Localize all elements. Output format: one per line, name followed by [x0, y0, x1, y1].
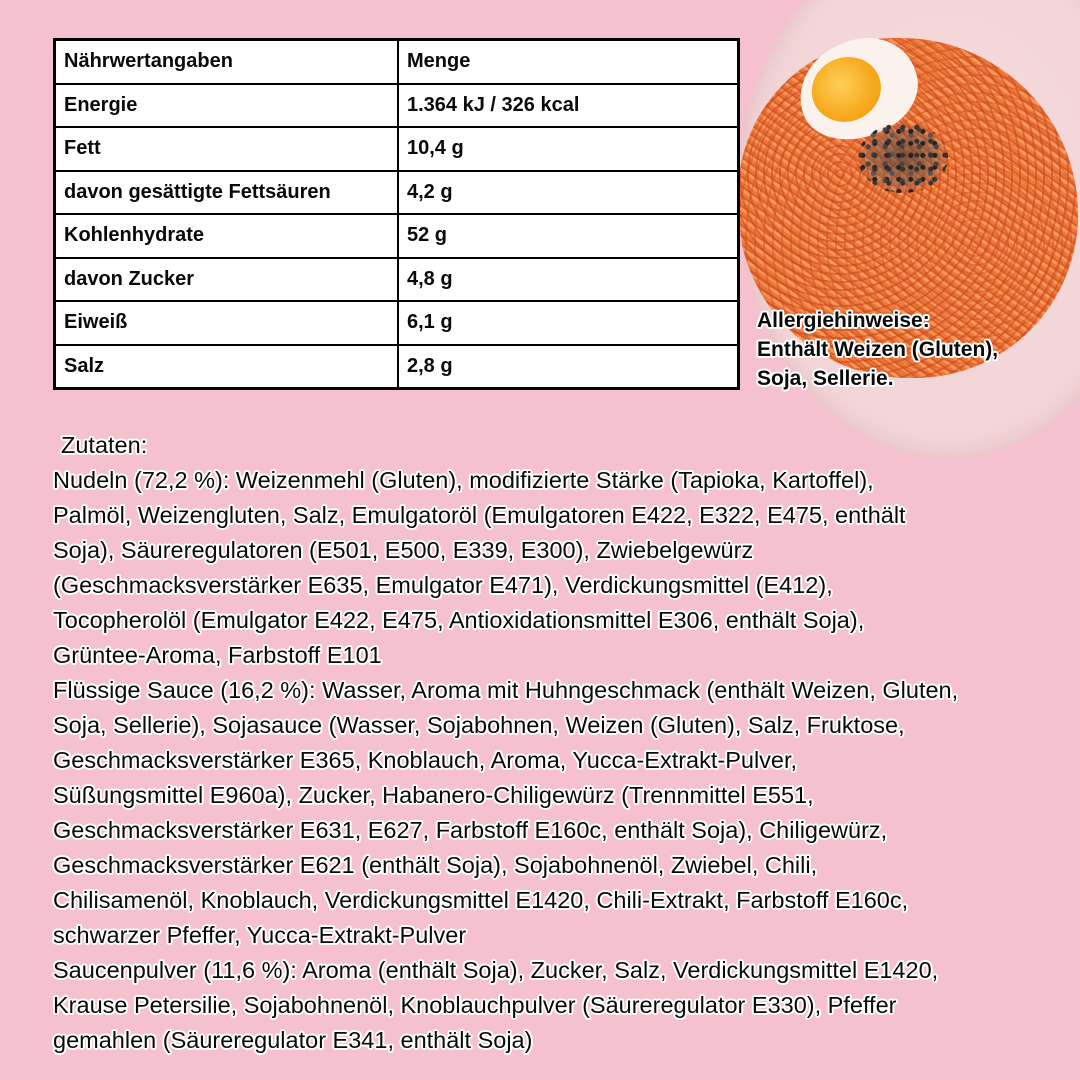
table-row [55, 345, 739, 389]
ingredients-line: Soja, Sellerie), Sojasauce (Wasser, Sojabohnen, Weizen (Gluten), Salz, Fruktose, [53, 712, 905, 738]
ingredients-list [53, 428, 1080, 1058]
table-row [55, 171, 739, 215]
nutrient-name: davon Zucker [55, 258, 399, 302]
ingredients-heading: Zutaten: [61, 432, 148, 458]
sesame-seasoning-icon [858, 123, 948, 193]
nutrient-name: Energie [55, 84, 399, 128]
nutrient-value: 4,2 g [398, 171, 739, 215]
allergy-text-line: Enthält Weizen (Gluten), [757, 338, 999, 361]
table-header-row [55, 40, 739, 84]
ingredients-line: Flüssige Sauce (16,2 %): Wasser, Aroma mit Huhngeschmack (enthält Weizen, Gluten, [53, 677, 959, 703]
ingredients-line: Süßungsmittel E960a), Zucker, Habanero-Chiligewürz (Trennmittel E551, [53, 782, 814, 808]
ingredients-line: Geschmacksverstärker E365, Knoblauch, Aroma, Yucca-Extrakt-Pulver, [53, 747, 798, 773]
nutrition-table [53, 38, 740, 390]
allergy-text-line: Soja, Sellerie. [757, 367, 894, 390]
ingredients-line: schwarzer Pfeffer, Yucca-Extrakt-Pulver [53, 922, 467, 948]
nutrient-name: davon gesättigte Fettsäuren [55, 171, 399, 215]
table-row [55, 127, 739, 171]
table-row [55, 301, 739, 345]
nutrient-value: 4,8 g [398, 258, 739, 302]
allergy-note [757, 306, 998, 393]
nutrient-value: 1.364 kJ / 326 kcal [398, 84, 739, 128]
ingredients-line: (Geschmacksverstärker E635, Emulgator E471), Verdickungsmittel (E412), [53, 572, 833, 598]
allergy-heading: Allergiehinweise: [757, 309, 930, 332]
ingredients-line: Grüntee-Aroma, Farbstoff E101 [53, 642, 382, 668]
nutrient-value: 2,8 g [398, 345, 739, 389]
table-row [55, 84, 739, 128]
ingredients-line: Saucenpulver (11,6 %): Aroma (enthält Soja), Zucker, Salz, Verdickungsmittel E1420, [53, 957, 939, 983]
ingredients-line: Geschmacksverstärker E621 (enthält Soja), Sojabohnenöl, Zwiebel, Chili, [53, 852, 818, 878]
nutrient-name: Salz [55, 345, 399, 389]
nutrient-name: Kohlenhydrate [55, 214, 399, 258]
ingredients-line: Krause Petersilie, Sojabohnenöl, Knoblauchpulver (Säureregulator E330), Pfeffer [53, 992, 897, 1018]
ingredients-line: Soja), Säureregulatoren (E501, E500, E339, E300), Zwiebelgewürz [53, 537, 754, 563]
table-row [55, 214, 739, 258]
ingredients-line: gemahlen (Säureregulator E341, enthält Soja) [53, 1027, 533, 1053]
nutrient-value: 52 g [398, 214, 739, 258]
nutrient-name: Fett [55, 127, 399, 171]
ingredients-line: Palmöl, Weizengluten, Salz, Emulgatoröl (Emulgatoren E422, E322, E475, enthält [53, 502, 906, 528]
nutrient-name: Eiweiß [55, 301, 399, 345]
table-row [55, 258, 739, 302]
column-header-nutrient: Nährwertangaben [55, 40, 399, 84]
ingredients-line: Nudeln (72,2 %): Weizenmehl (Gluten), modifizierte Stärke (Tapioka, Kartoffel), [53, 467, 874, 493]
nutrient-value: 10,4 g [398, 127, 739, 171]
ingredients-line: Geschmacksverstärker E631, E627, Farbstoff E160c, enthält Soja), Chiligewürz, [53, 817, 888, 843]
column-header-amount: Menge [398, 40, 739, 84]
nutrient-value: 6,1 g [398, 301, 739, 345]
ingredients-line: Chilisamenöl, Knoblauch, Verdickungsmittel E1420, Chili-Extrakt, Farbstoff E160c, [53, 887, 909, 913]
ingredients-line: Tocopherolöl (Emulgator E422, E475, Antioxidationsmittel E306, enthält Soja), [53, 607, 865, 633]
